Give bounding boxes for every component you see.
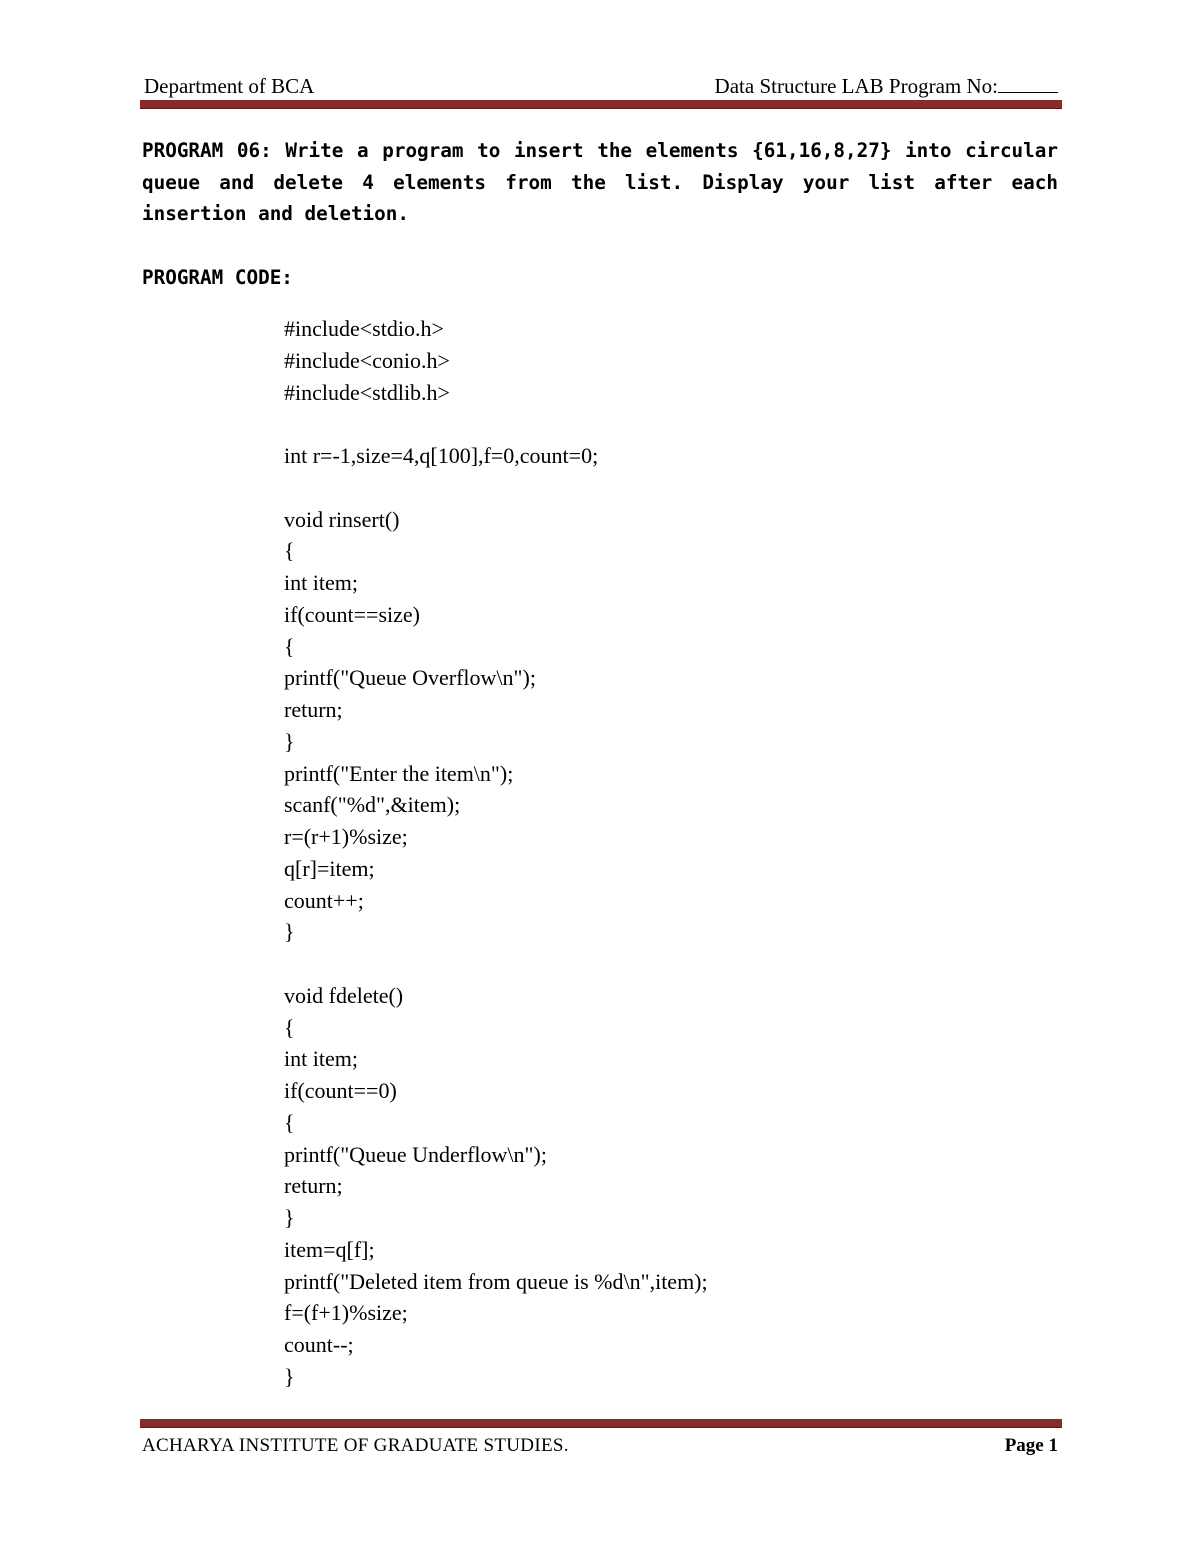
page-number: Page 1 (1004, 1435, 1058, 1456)
code-line (284, 408, 1044, 440)
code-line: { (284, 633, 295, 659)
code-line: { (284, 538, 295, 564)
code-line: #include<stdio.h> (284, 316, 444, 341)
program-number-blank (998, 74, 1058, 93)
code-line (284, 472, 1044, 504)
footer-divider (140, 1419, 1062, 1428)
problem-statement: PROGRAM 06: Write a program to insert the elements {61,16,8,27} into circular queue and delete 4 elements from the list. Display your list after each insertion and deletion. (142, 139, 1058, 226)
code-line: } (284, 1205, 295, 1230)
code-line: int item; (284, 1046, 358, 1072)
code-line: #include<conio.h> (284, 347, 450, 373)
code-line: r=(r+1)%size; (284, 824, 408, 849)
program-number-text: Data Structure LAB Program No: (714, 74, 998, 98)
code-line: if(count==0) (284, 1078, 397, 1103)
code-line: } (284, 728, 295, 754)
code-block (284, 313, 1044, 1393)
code-line: void rinsert() (284, 506, 400, 532)
institute-name: ACHARYA INSTITUTE OF GRADUATE STUDIES. (142, 1435, 569, 1456)
code-line: count--; (284, 1332, 354, 1357)
code-line: q[r]=item; (284, 855, 375, 881)
code-line: count++; (284, 887, 364, 913)
code-line: } (284, 1363, 295, 1389)
program-code-heading: PROGRAM CODE: (142, 266, 293, 289)
code-line: return; (284, 1173, 343, 1199)
code-line: } (284, 919, 295, 945)
program-number-label (715, 72, 1058, 100)
code-line: printf("Queue Overflow\n"); (284, 665, 536, 691)
code-line: { (284, 1014, 295, 1040)
code-line: return; (284, 697, 343, 722)
code-line: item=q[f]; (284, 1236, 375, 1262)
code-line: printf("Queue Underflow\n"); (284, 1141, 547, 1167)
code-line: int r=-1,size=4,q[100],f=0,count=0; (284, 443, 599, 468)
code-line: void fdelete() (284, 982, 404, 1008)
header-divider (140, 100, 1062, 109)
code-line: #include<stdlib.h> (284, 379, 450, 405)
code-line: { (284, 1109, 295, 1135)
code-line: scanf("%d",&item); (284, 792, 461, 818)
page-header (140, 72, 1060, 100)
code-line: printf("Deleted item from queue is %d\n",item); (284, 1268, 708, 1294)
code-line (284, 948, 1044, 980)
code-line: f=(f+1)%size; (284, 1300, 408, 1326)
code-line: if(count==size) (284, 601, 420, 627)
code-line: printf("Enter the item\n"); (284, 760, 514, 786)
department-label: Department of BCA (144, 74, 315, 98)
code-line: int item; (284, 570, 358, 595)
page-footer (140, 1432, 1060, 1460)
